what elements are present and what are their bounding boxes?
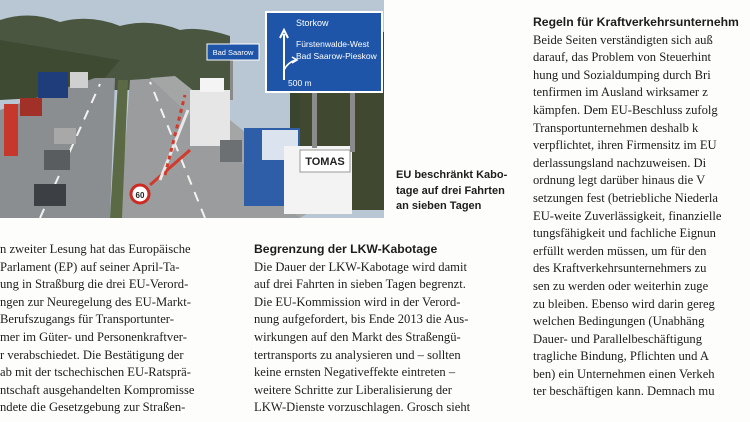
text-line: kämpfen. Dem EU-Beschluss zufolg xyxy=(533,102,718,117)
text-line: mer im Güter- und Personenkraftver- xyxy=(0,329,187,344)
text-line: keine ernsten Negativeffekte eintreten – xyxy=(254,365,456,380)
column-middle xyxy=(254,241,516,417)
text-line: r verabschiedet. Die Bestätigung der xyxy=(0,347,184,362)
text-line: tragliche Bindung, Pflichten und A xyxy=(533,349,709,364)
text-line: hung und Sozialdumping durch Bri xyxy=(533,67,711,82)
text-line: Parlament (EP) auf seiner April-Ta- xyxy=(0,259,180,274)
text-line: tungsfähigkeit und fachliche Eignun xyxy=(533,226,716,241)
photo-caption xyxy=(396,168,506,215)
text-line: Beide Seiten verständigten sich auß xyxy=(533,32,713,47)
text-line: LKW-Dienste vorzuschlagen. Grosch sieht xyxy=(254,400,471,415)
text-line: ordnung legt darüber hinaus die V xyxy=(533,173,706,188)
text-line: nung aufgefordert, bis Ende 2013 die Aus- xyxy=(254,312,469,327)
sign-distance: 500 m xyxy=(288,78,312,88)
text-line: ab mit der tschechischen EU-Ratsprä- xyxy=(0,365,191,380)
text-line: Transportunternehmen deshalb k xyxy=(533,120,699,135)
text-line: ben) ein Unternehmen einen Verkeh xyxy=(533,366,715,381)
text-line: weitere Schritte zur Liberalisierung der xyxy=(254,382,452,397)
section-heading-regeln: Regeln für Kraftverkehrsunternehm xyxy=(533,15,739,29)
text-line: verpflichtet, ihren Firmensitz im EU xyxy=(533,138,717,153)
column-left xyxy=(0,241,246,417)
text-line: ter beschäftigen kann. Demnach mu xyxy=(533,384,715,399)
text-line: ung in Straßburg die drei EU-Verord- xyxy=(0,277,189,292)
text-line: tertransports zu analysieren und – sollten xyxy=(254,347,461,362)
text-line: derlassungsland nachzuweisen. Di xyxy=(533,155,707,170)
text-line: auf drei Fahrten in sieben Tagen begrenzt. xyxy=(254,277,466,292)
text-line: Die EU-Kommission wird in der Verord- xyxy=(254,294,461,309)
text-line: Die Dauer der LKW-Kabotage wird damit xyxy=(254,259,467,274)
small-sign-text: Bad Saarow xyxy=(212,48,254,57)
text-line: setzungen fest (betriebliche Niederla xyxy=(533,190,718,205)
text-line: EU-weite Zuverlässigkeit, finanzielle xyxy=(533,208,722,223)
text-line: sen zu werden oder weiterhin zuge xyxy=(533,278,709,293)
caption-line: an sieben Tagen xyxy=(396,200,482,212)
caption-line: tage auf drei Fahrten xyxy=(396,184,505,197)
sign-line-bad-saarow: Bad Saarow-Pieskow xyxy=(296,51,377,61)
highway-scene-illustration xyxy=(0,0,384,218)
section-heading-kabotage: Begrenzung der LKW-Kabotage xyxy=(254,242,438,256)
sign-line-fuerstenwalde: Fürstenwalde-West xyxy=(296,39,370,49)
sign-line-storkow: Storkow xyxy=(296,18,329,28)
text-line: des Kraftverkehrsunternehmers zu xyxy=(533,261,707,276)
text-line: welchen Bedingungen (Unabhäng xyxy=(533,314,705,329)
text-line: ngen zur Neuregelung des EU-Markt- xyxy=(0,294,191,309)
text-line: ndete die Gesetzgebung zur Straßen- xyxy=(0,400,186,415)
text-line: Berufszugangs für Transportunter- xyxy=(0,312,174,327)
text-line: tenfirmen im Ausland wirksamer z xyxy=(533,85,708,100)
column-right xyxy=(533,14,750,401)
text-line: Dauer- und Parallelbeschäftigung xyxy=(533,331,703,346)
truck-label: TOMAS xyxy=(305,156,345,168)
text-line: wirkungen auf den Markt des Straßengü- xyxy=(254,329,461,344)
speed-limit-value: 60 xyxy=(135,191,145,200)
text-line: ntschaft ausgehandelten Kompromisse xyxy=(0,382,195,397)
text-line: n zweiter Lesung hat das Europäische xyxy=(0,242,191,256)
caption-line: EU beschränkt Kabo- xyxy=(396,169,508,181)
text-line: zu bleiben. Ebenso wird darin gereg xyxy=(533,296,715,311)
text-line: darauf, das Problem von Steuerhint xyxy=(533,50,712,65)
text-line: erfüllt werden müssen, um für den xyxy=(533,243,707,258)
highway-photo xyxy=(0,0,384,218)
